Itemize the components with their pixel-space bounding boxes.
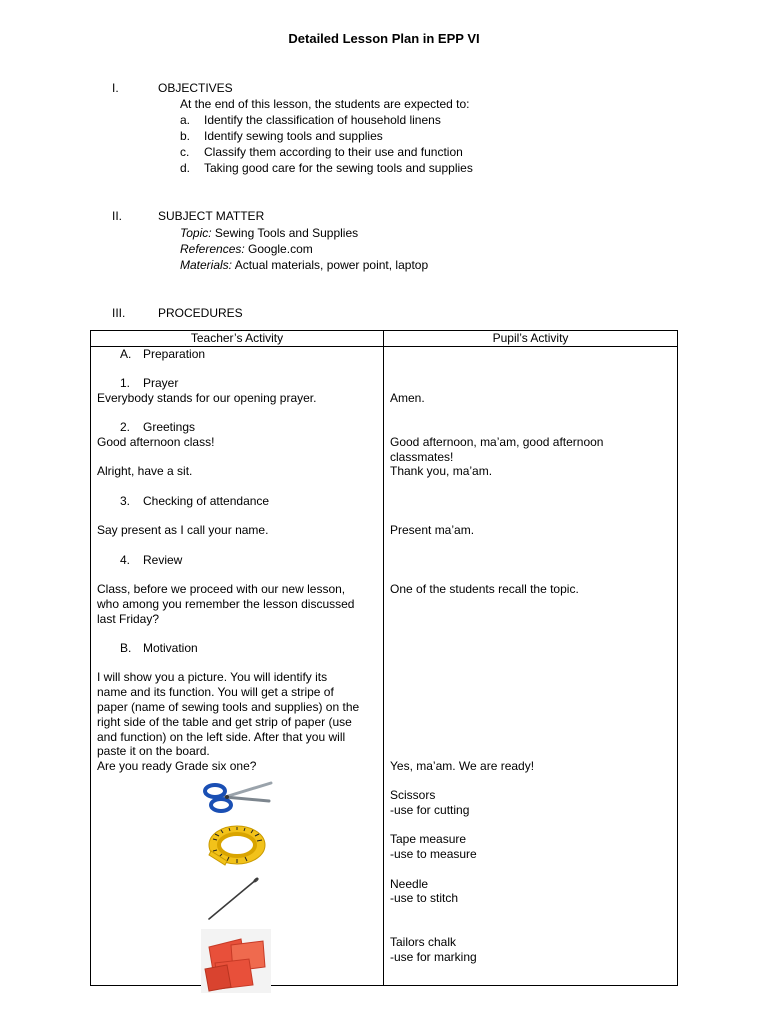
- step-number: 1.: [120, 376, 131, 390]
- teacher-activity-cell: [91, 347, 384, 986]
- teacher-line: I will show you a picture. You will identify its: [97, 670, 328, 684]
- document-title: Detailed Lesson Plan in EPP VI: [288, 31, 480, 46]
- pupil-line: classmates!: [390, 450, 454, 464]
- references-line: [180, 241, 313, 257]
- objective-item: Identify sewing tools and supplies: [204, 129, 383, 143]
- step-label-prayer: Prayer: [143, 376, 179, 390]
- tool-name: Needle: [390, 877, 429, 891]
- teacher-line: name and its function. You will get a stripe of: [97, 685, 334, 699]
- materials-line: [180, 257, 428, 273]
- teacher-line: right side of the table and get strip of paper (use: [97, 715, 352, 729]
- step-number: 3.: [120, 494, 131, 508]
- pupil-line: Present ma’am.: [390, 523, 475, 537]
- step-label-greetings: Greetings: [143, 420, 196, 434]
- references-value: Google.com: [244, 242, 313, 256]
- objective-item: Identify the classification of household linens: [204, 113, 441, 127]
- objectives-heading: OBJECTIVES: [158, 81, 233, 95]
- pupil-line: One of the students recall the topic.: [390, 582, 579, 596]
- topic-line: [180, 225, 358, 241]
- materials-label: Materials:: [180, 258, 233, 272]
- tailors-chalk-image: [201, 929, 271, 993]
- subject-numeral: II.: [112, 209, 123, 223]
- step-number: 4.: [120, 553, 131, 567]
- teacher-line: paper (name of sewing tools and supplies) on the: [97, 700, 360, 714]
- teacher-line: Class, before we proceed with our new lesson,: [97, 582, 346, 596]
- pupil-line: Thank you, ma’am.: [390, 464, 493, 478]
- teacher-line: Say present as I call your name.: [97, 523, 269, 537]
- teacher-line: who among you remember the lesson discussed: [97, 597, 355, 611]
- tool-use: -use for cutting: [390, 803, 470, 817]
- scissors-image: [203, 779, 273, 815]
- tape-measure-image: [205, 821, 269, 869]
- section-label-preparation: Preparation: [143, 347, 206, 361]
- tool-name: Tailors chalk: [390, 935, 457, 949]
- tool-use: -use for marking: [390, 950, 477, 964]
- pupil-line: Amen.: [390, 391, 425, 405]
- tool-use: -use to measure: [390, 847, 477, 861]
- objectives-numeral: I.: [112, 81, 119, 95]
- teacher-column-header: Teacher’s Activity: [91, 331, 384, 347]
- procedures-table: [90, 330, 678, 986]
- teacher-line: Everybody stands for our opening prayer.: [97, 391, 317, 405]
- objective-letter: a.: [180, 113, 191, 127]
- step-label-attendance: Checking of attendance: [143, 494, 270, 508]
- section-letter: A.: [120, 347, 132, 361]
- objective-letter: c.: [180, 145, 190, 159]
- teacher-line: Alright, have a sit.: [97, 464, 193, 478]
- references-label: References:: [180, 242, 245, 256]
- objective-letter: d.: [180, 161, 191, 175]
- topic-label: Topic:: [180, 226, 212, 240]
- objective-item: Taking good care for the sewing tools and supplies: [204, 161, 473, 175]
- procedures-numeral: III.: [112, 306, 126, 320]
- objective-letter: b.: [180, 129, 191, 143]
- subject-heading: SUBJECT MATTER: [158, 209, 265, 223]
- procedures-heading: PROCEDURES: [158, 306, 243, 320]
- pupil-activity-cell: [384, 347, 678, 986]
- materials-value: Actual materials, power point, laptop: [232, 258, 429, 272]
- teacher-line: paste it on the board.: [97, 744, 210, 758]
- tool-use: -use to stitch: [390, 891, 459, 905]
- section-letter: B.: [120, 641, 132, 655]
- objectives-intro: At the end of this lesson, the students are expected to:: [180, 97, 470, 111]
- teacher-line: and function) on the left side. After that you will: [97, 730, 346, 744]
- step-number: 2.: [120, 420, 131, 434]
- teacher-line: Are you ready Grade six one?: [97, 759, 257, 773]
- step-label-review: Review: [143, 553, 183, 567]
- pupil-line: Yes, ma’am. We are ready!: [390, 759, 535, 773]
- needle-image: [205, 875, 263, 923]
- tool-name: Tape measure: [390, 832, 467, 846]
- tool-name: Scissors: [390, 788, 436, 802]
- teacher-line: last Friday?: [97, 612, 160, 626]
- topic-value: Sewing Tools and Supplies: [211, 226, 359, 240]
- objective-item: Classify them according to their use and function: [204, 145, 463, 159]
- section-label-motivation: Motivation: [143, 641, 198, 655]
- pupil-column-header: Pupil’s Activity: [384, 331, 678, 347]
- pupil-line: Good afternoon, ma’am, good afternoon: [390, 435, 604, 449]
- teacher-line: Good afternoon class!: [97, 435, 215, 449]
